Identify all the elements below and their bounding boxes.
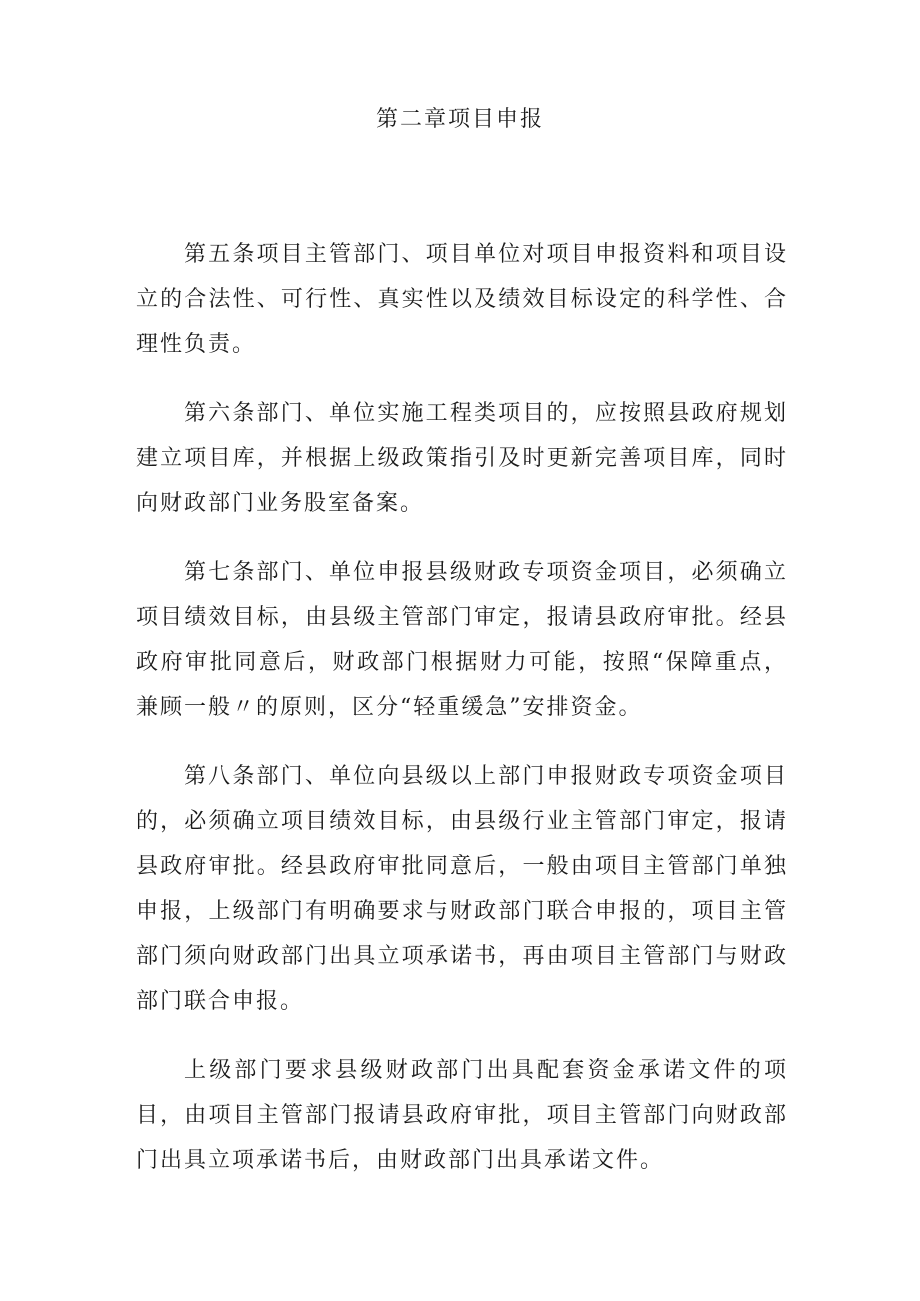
chapter-title: 第二章项目申报 (375, 107, 544, 132)
paragraph-article-7: 第七条部门、单位申报县级财政专项资金项目，必须确立项目绩效目标，由县级主管部门审定，报请县政府审批。经县政府审批同意后，财政部门根据财力可能，按照“保障重点，兼顾一般〃的原则，区分“轻重缓急”安排资金。 (136, 560, 788, 720)
paragraph-article-6: 第六条部门、单位实施工程类项目的，应按照县政府规划建立项目库，并根据上级政策指引及时更新完善项目库，同时向财政部门业务股室备案。 (136, 401, 788, 516)
paragraph-supplement: 上级部门要求县级财政部门出具配套资金承诺文件的项目，由项目主管部门报请县政府审批，项目主管部门向财政部门出具立项承诺书后，由财政部门出具承诺文件。 (136, 1058, 788, 1173)
paragraph-article-5: 第五条项目主管部门、项目单位对项目申报资料和项目设立的合法性、可行性、真实性以及绩效目标设定的科学性、合理性负责。 (136, 242, 788, 357)
document-body (136, 232, 788, 1207)
paragraph-article-8: 第八条部门、单位向县级以上部门申报财政专项资金项目的，必须确立项目绩效目标，由县级行业主管部门审定，报请县政府审批。经县政府审批同意后，一般由项目主管部门单独申报，上级部门有明确要求与财政部门联合申报的，项目主管部门须向财政部门出具立项承诺书，再由项目主管部门与财政部门联合申报。 (136, 764, 788, 1014)
